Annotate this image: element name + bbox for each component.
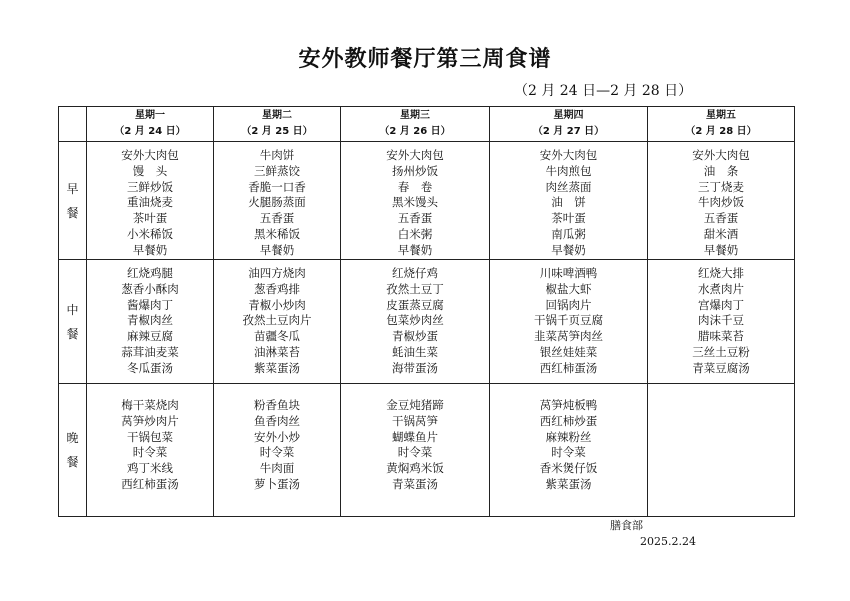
dish-item: 香米煲仔饭 [539,461,598,476]
dish-item: 安外大肉包 [692,148,750,162]
dish-item: 青菜蛋汤 [392,476,438,491]
dish-item: 莴笋炖板鸭 [539,398,598,412]
dish-item: 油 饼 [551,195,586,210]
dish-item: 葱香鸡排 [254,281,300,296]
dish-item: 梅干菜烧肉 [121,398,179,412]
dish-item: 黑米稀饭 [254,226,300,241]
meal-label [59,142,87,260]
day-header [87,107,214,142]
menu-cell [341,384,490,517]
dish-item: 茶叶蛋 [551,211,586,226]
dish-item: 干锅千页豆腐 [534,313,603,328]
day-date: （2 月 26 日） [379,126,451,137]
menu-cell [87,142,214,260]
meal-row [59,260,795,384]
dish-item: 时令菜 [551,445,586,460]
dish-item: 青椒肉丝 [127,313,173,328]
weekly-menu-table [58,106,795,517]
dish-item: 紫菜蛋汤 [254,360,300,375]
dish-item: 蚝油生菜 [392,344,438,359]
dish-item: 青菜豆腐汤 [692,360,750,375]
menu-cell [648,260,795,384]
day-date: （2 月 25 日） [241,126,313,137]
dish-item: 油四方烧肉 [248,266,306,280]
dish-item: 蝴蝶鱼片 [392,429,438,444]
dish-item: 三鲜炒饭 [127,179,173,194]
dish-item: 油 条 [703,163,739,178]
dish-item: 麻辣粉丝 [545,429,592,444]
dish-item: 腊味菜苔 [698,329,744,344]
dish-item: 西红柿蛋汤 [121,476,179,491]
dish-item: 茶叶蛋 [132,211,168,226]
dish-item: 粉香鱼块 [254,398,300,412]
dish-item: 五香蛋 [703,211,739,226]
dish-item: 鱼香肉丝 [254,413,300,428]
dish-item: 安外小炒 [254,429,300,444]
dish-item: 三鲜蒸饺 [254,163,300,178]
menu-cell [648,142,795,260]
dish-item: 牛肉饼 [259,148,295,162]
dish-item: 三丝土豆粉 [692,344,750,359]
dish-item: 牛肉煎包 [545,163,592,178]
dish-item: 干锅包菜 [127,429,173,444]
dish-item: 馒 头 [132,163,168,178]
dish-item: 三丁烧麦 [698,179,744,194]
date-range: （2 月 24 日—2 月 28 日） [514,83,693,99]
menu-cell [87,384,214,517]
meal-label-char: 餐 [66,205,79,220]
dish-item: 葱香小酥肉 [121,281,179,296]
day-name: 星期一 [135,110,165,121]
dish-item: 包菜炒肉丝 [386,313,444,328]
header-row [59,107,795,142]
dish-item: 白米粥 [397,226,433,241]
meal-label-char: 早 [66,181,79,196]
day-header [341,107,490,142]
corner-cell [59,107,87,142]
dish-item: 孜然土豆丁 [386,281,444,296]
dish-item: 五香蛋 [397,211,433,226]
dish-item: 宫爆肉丁 [698,297,744,312]
menu-cell [490,260,648,384]
dish-item: 牛肉炒饭 [698,195,744,210]
menu-cell [214,260,341,384]
dish-item: 黑米馒头 [392,195,438,210]
dish-item: 青椒小炒肉 [248,297,306,312]
dish-item: 红烧大排 [698,266,744,280]
dish-item: 酱爆肉丁 [127,297,173,312]
dish-item: 早餐奶 [397,242,433,257]
meal-label-char: 餐 [66,455,79,469]
dish-item: 安外大肉包 [539,148,598,162]
day-date: （2 月 28 日） [685,126,757,137]
dish-item: 南瓜粥 [551,226,586,241]
dish-item: 青椒炒蛋 [392,329,438,344]
dish-item: 韭菜莴笋肉丝 [534,329,603,344]
dish-item: 五香蛋 [259,211,295,226]
dish-item: 安外大肉包 [121,148,179,162]
dish-item: 黄焖鸡米饭 [386,461,444,476]
meal-label-char: 晚 [66,431,79,445]
dish-item: 苗疆冬瓜 [254,329,300,344]
menu-cell [341,142,490,260]
menu-cell [490,142,648,260]
dish-item: 肉丝蒸面 [545,179,592,194]
menu-cell [214,142,341,260]
department-signature: 膳食部 [610,519,643,532]
day-name: 星期二 [262,110,292,121]
dish-item: 早餐奶 [132,242,168,257]
issue-date: 2025.2.24 [640,535,696,548]
dish-item: 回锅肉片 [545,297,592,312]
menu-cell [214,384,341,517]
day-header [490,107,648,142]
dish-item: 萝卜蛋汤 [254,476,300,491]
menu-cell [87,260,214,384]
dish-item: 红烧鸡腿 [127,266,173,280]
dish-item: 早餐奶 [703,242,739,257]
dish-item: 重油烧麦 [127,195,173,210]
day-date: （2 月 24 日） [114,126,186,137]
dish-item: 川味啤酒鸭 [539,266,598,280]
dish-item: 时令菜 [132,445,168,460]
day-name: 星期五 [706,110,736,121]
dish-item: 皮蛋蒸豆腐 [386,297,444,312]
day-header [648,107,795,142]
dish-item: 莴笋炒肉片 [121,413,179,428]
dish-item: 海带蛋汤 [392,360,438,375]
dish-item: 西红柿炒蛋 [539,413,598,428]
dish-item: 早餐奶 [551,242,586,257]
day-date: （2 月 27 日） [532,126,605,137]
dish-item: 西红柿蛋汤 [539,360,598,375]
dish-item: 油淋菜苔 [254,344,300,359]
dish-item: 椒盐大虾 [545,281,592,296]
dish-item: 金豆炖猪蹄 [386,398,444,412]
dish-item: 扬州炒饭 [392,163,438,178]
dish-item: 甜米酒 [703,226,739,241]
dish-item: 紫菜蛋汤 [545,476,592,491]
dish-item: 冬瓜蛋汤 [127,360,173,375]
dish-item: 时令菜 [259,445,295,460]
menu-title: 安外教师餐厅第三周食谱 [298,47,552,72]
meal-label-char: 中 [66,302,79,317]
dish-item: 孜然土豆肉片 [242,313,312,328]
menu-cell [341,260,490,384]
dish-item: 水煮肉片 [698,281,744,296]
dish-item: 安外大肉包 [386,148,444,162]
dish-item: 春 卷 [397,179,433,194]
dish-item: 香脆一口香 [248,179,306,194]
dish-item: 银丝娃娃菜 [539,344,598,359]
meal-row [59,142,795,260]
dish-item: 小米稀饭 [127,226,173,241]
dish-item: 蒜茸油麦菜 [121,344,179,359]
meal-label [59,260,87,384]
meal-row [59,384,795,517]
dish-item: 红烧仔鸡 [392,266,438,280]
dish-item: 麻辣豆腐 [127,329,173,344]
dish-item: 鸡丁米线 [127,461,173,476]
meal-label-char: 餐 [66,326,79,341]
dish-item: 早餐奶 [259,242,295,257]
meal-label [59,384,87,517]
day-name: 星期三 [400,110,430,121]
dish-item: 时令菜 [397,445,433,460]
dish-item: 肉沫千豆 [698,313,744,328]
dish-item: 火腿肠蒸面 [248,195,306,210]
day-header [214,107,341,142]
menu-cell [648,384,795,517]
dish-item: 干锅莴笋 [392,413,438,428]
menu-cell [490,384,648,517]
day-name: 星期四 [553,110,584,121]
dish-item: 牛肉面 [259,461,295,476]
